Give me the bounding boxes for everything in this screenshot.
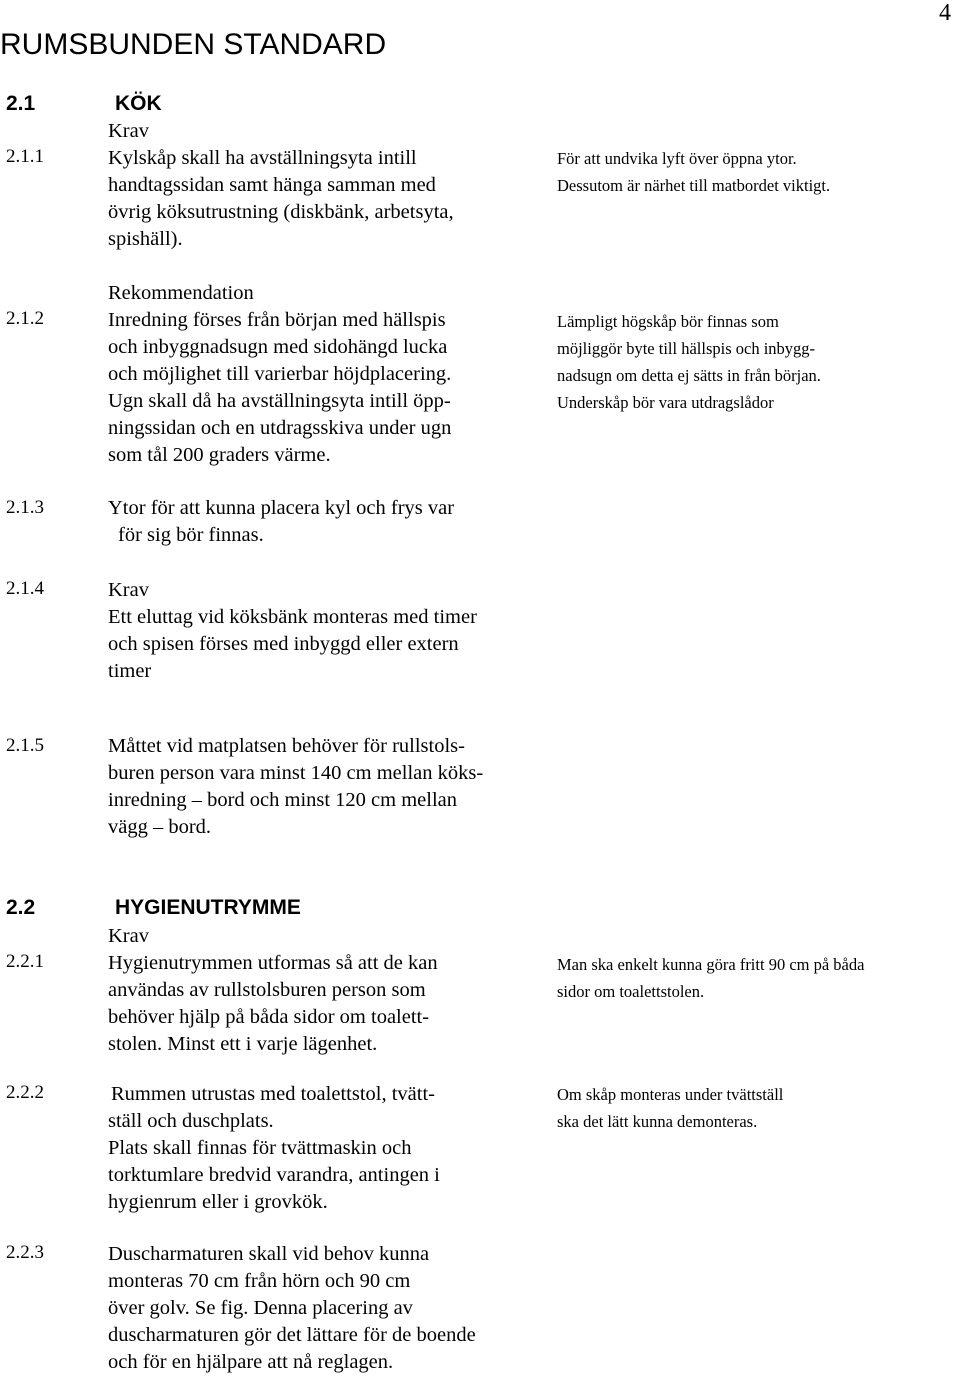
side-note: Lämpligt högskåp bör finnas som möjliggör byte till hällspis och inbygg- nadsugn om detta ej sätts in från början. Underskåp bör vara utdragslådor: [557, 312, 821, 412]
page-number: 4: [939, 0, 951, 26]
section-heading: HYGIENUTRYMME: [115, 896, 301, 919]
item-number: 2.2.3: [6, 1242, 44, 1263]
item-number: 2.1.4: [6, 578, 44, 599]
item-number: 2.2.1: [6, 951, 44, 972]
item-number: 2.1.2: [6, 308, 44, 329]
item-number: 2.1.3: [6, 497, 44, 518]
recommendation-label: Rekommendation: [108, 282, 254, 304]
item-number: 2.1.1: [6, 146, 44, 167]
section-number: 2.2: [6, 896, 36, 919]
item-text: Hygienutrymmen utformas så att de kan användas av rullstolsburen person som behöver hjälp på båda sidor om toalett- stolen. Minst ett i varje lägenhet.: [108, 952, 438, 1055]
item-text: Måttet vid matplatsen behöver för rullstols- buren person vara minst 140 cm mellan köks- inredning – bord och minst 120 cm mellan vägg – bord.: [108, 735, 484, 838]
side-note: För att undvika lyft över öppna ytor. Dessutom är närhet till matbordet viktigt.: [557, 149, 831, 195]
item-text: Inredning förses från början med hällspis och inbyggnadsugn med sidohängd lucka och möjlighet till varierbar höjdplacering. Ugn skall då ha avställningsyta intill öpp- ningssidan och en utdragsskiva under ugn som tål 200 graders värme.: [108, 309, 452, 466]
section-number: 2.1: [6, 92, 36, 115]
item-number: 2.2.2: [6, 1082, 44, 1103]
section-heading: KÖK: [115, 92, 162, 115]
requirement-label: Krav: [108, 579, 149, 601]
item-text: Duscharmaturen skall vid behov kunna monteras 70 cm från hörn och 90 cm över golv. Se fig. Denna placering av duscharmaturen gör det lättare för de boende och för en hjälpare att nå reglagen.: [108, 1243, 476, 1373]
side-note: Man ska enkelt kunna göra fritt 90 cm på båda sidor om toalettstolen.: [557, 955, 865, 1001]
requirement-label: Krav: [108, 120, 149, 142]
item-number: 2.1.5: [6, 735, 44, 756]
side-note: Om skåp monteras under tvättställ ska det lätt kunna demonteras.: [557, 1085, 784, 1131]
requirement-label: Krav: [108, 925, 149, 947]
item-text: Ytor för att kunna placera kyl och frys var för sig bör finnas.: [108, 497, 455, 546]
item-text: Rummen utrustas med toalettstol, tvätt- ställ och duschplats. Plats skall finnas för tvättmaskin och torktumlare bredvid varandra, antingen i hygienrum eller i grovkök.: [108, 1083, 440, 1213]
item-text: Kylskåp skall ha avställningsyta intill handtagssidan samt hänga samman med övrig köksutrustning (diskbänk, arbetsyta, spishäll).: [108, 147, 454, 250]
document-title: RUMSBUNDEN STANDARD: [0, 28, 387, 61]
item-text: Ett eluttag vid köksbänk monteras med timer och spisen förses med inbyggd eller extern timer: [108, 606, 477, 682]
